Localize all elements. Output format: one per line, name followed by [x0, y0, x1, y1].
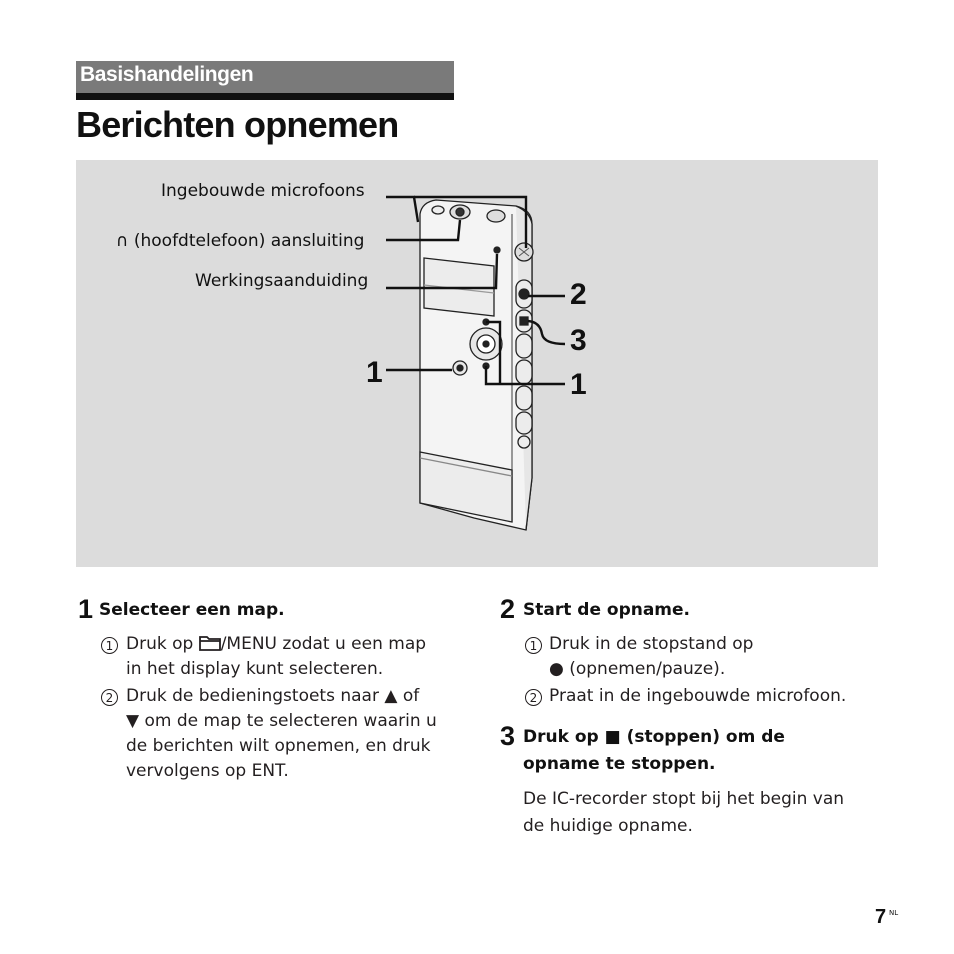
step-3-body-line-1: De IC-recorder stopt bij het begin van — [523, 789, 845, 809]
callout-number-left-1: 1 — [366, 356, 383, 389]
step-1-item-1-line-2: in het display kunt selecteren. — [126, 659, 384, 679]
step-1-item-1-text-post: /MENU zodat u een map — [220, 634, 427, 654]
step-2-item-2-line-1: Praat in de ingebouwde microfoon. — [549, 686, 847, 706]
folder-icon — [199, 632, 221, 657]
callout-headphone-jack — [116, 231, 364, 251]
callout-indicator: Werkingsaanduiding — [195, 271, 369, 291]
step-2-item-1-marker: 1 — [525, 637, 542, 654]
step-1-item-1-text-pre: Druk op — [126, 634, 199, 654]
step-1-item-2-marker: 2 — [101, 689, 118, 706]
step-2-item-1-line-1: Druk in de stopstand op — [549, 634, 754, 654]
page-number: 7 — [875, 906, 887, 928]
step-1-item-1-line-1 — [126, 632, 426, 657]
step-1-item-2-line-3: de berichten wilt opnemen, en druk — [126, 736, 431, 756]
device-illustration — [76, 160, 878, 567]
callout-microphones: Ingebouwde microfoons — [161, 181, 365, 201]
headphones-icon: ∩ — [116, 231, 129, 251]
step-3-number: 3 — [500, 721, 516, 751]
step-2-heading: Start de opname. — [523, 600, 691, 620]
callout-number-right-1: 1 — [570, 368, 587, 401]
operation-indicator — [494, 247, 500, 253]
ic-recorder-drawing — [76, 160, 878, 567]
callout-headphone-label: (hoofdtelefoon) aansluiting — [133, 231, 365, 251]
step-2-number: 2 — [500, 594, 516, 624]
callout-number-2: 2 — [570, 278, 587, 311]
step-3-heading-line-1: Druk op ■ (stoppen) om de — [523, 727, 785, 747]
record-button — [519, 289, 529, 299]
page-language-code: NL — [889, 909, 899, 917]
step-3-body-line-2: de huidige opname. — [523, 816, 693, 836]
section-header-rule — [76, 93, 454, 100]
step-2-item-2-marker: 2 — [525, 689, 542, 706]
step-2-item-1-line-2: ● (opnemen/pauze). — [549, 659, 726, 679]
step-3-heading-line-2: opname te stoppen. — [523, 754, 716, 774]
step-1-item-2-line-2: ▼ om de map te selecteren waarin u — [126, 711, 437, 731]
step-1-item-2-line-4: vervolgens op ENT. — [126, 761, 289, 781]
step-1-heading: Selecteer een map. — [99, 600, 285, 620]
step-1-number: 1 — [78, 594, 94, 624]
step-1-item-1-marker: 1 — [101, 637, 118, 654]
page-title: Berichten opnemen — [76, 104, 399, 145]
stop-button — [520, 317, 528, 325]
callout-number-3: 3 — [570, 324, 587, 357]
section-label: Basishandelingen — [80, 63, 254, 86]
step-1-item-2-line-1: Druk de bedieningstoets naar ▲ of — [126, 686, 420, 706]
